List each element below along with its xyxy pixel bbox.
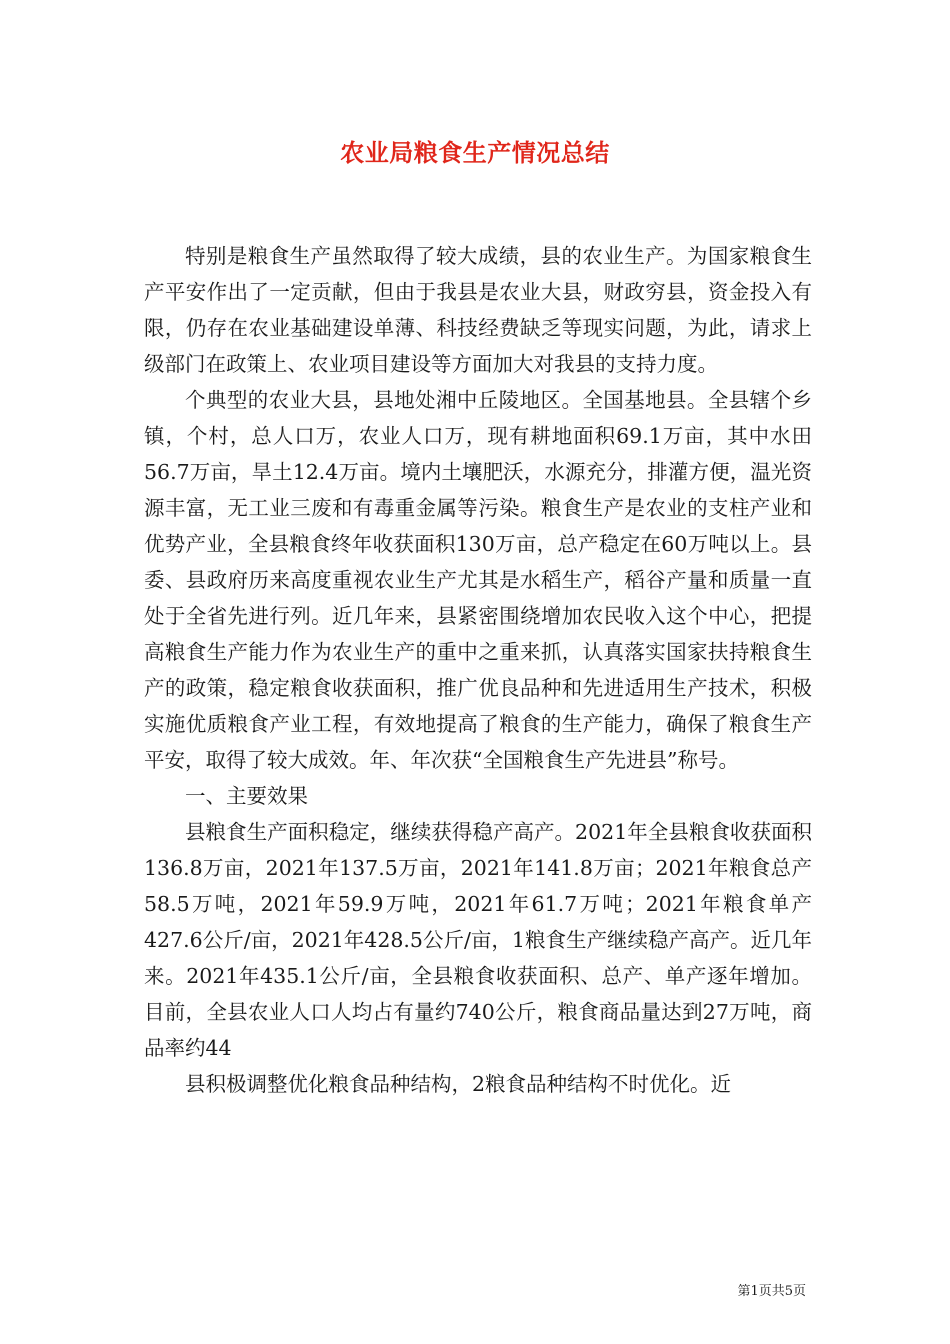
paragraph-structure: 县积极调整优化粮食品种结构，2粮食品种结构不时优化。近: [185, 1072, 732, 1096]
paragraph-results: 县粮食生产面积稳定，继续获得稳产高产。2021年全县粮食收获面积136.8万亩，2021年137.5万亩，2021年141.8万亩；2021年粮食总产58.5万吨，2021年59.9万吨，2021年61.7万吨；2021年粮食单产427.6公斤/亩，2021年428.5公斤/亩，1粮食生产继续稳产高产。近几年来。2021年435.1公斤/亩，全县粮食收获面积、总产、单产逐年增加。目前，全县农业人口人均占有量约740公斤，粮食商品量达到27万吨，商品率约44: [144, 820, 812, 1060]
paragraph-overview: 个典型的农业大县，县地处湘中丘陵地区。全国基地县。全县辖个乡镇，个村，总人口万，农业人口万，现有耕地面积69.1万亩，其中水田56.7万亩，旱土12.4万亩。境内土壤肥沃，水源充分，排灌方便，温光资源丰富，无工业三废和有毒重金属等污染。粮食生产是农业的支柱产业和优势产业，全县粮食终年收获面积130万亩，总产稳定在60万吨以上。县委、县政府历来高度重视农业生产尤其是水稻生产，稻谷产量和质量一直处于全省先进行列。近几年来，县紧密围绕增加农民收入这个中心，把提高粮食生产能力作为农业生产的重中之重来抓，认真落实国家扶持粮食生产的政策，稳定粮食收获面积，推广优良品种和先进适用生产技术，积极实施优质粮食产业工程，有效地提高了粮食的生产能力，确保了粮食生产平安，取得了较大成效。年、年次获“全国粮食生产先进县”称号。: [144, 388, 812, 772]
page-number: 第1页共5页: [737, 1284, 806, 1299]
document-title: 农业局粮食生产情况总结: [340, 138, 610, 167]
section-heading-main-results: 一、主要效果: [185, 784, 308, 808]
document-body: [144, 238, 812, 1102]
paragraph-intro: 特别是粮食生产虽然取得了较大成绩，县的农业生产。为国家粮食生产平安作出了一定贡献，但由于我县是农业大县，财政穷县，资金投入有限，仍存在农业基础建设单薄、科技经费缺乏等现实问题，为此，请求上级部门在政策上、农业项目建设等方面加大对我县的支持力度。: [144, 244, 812, 376]
